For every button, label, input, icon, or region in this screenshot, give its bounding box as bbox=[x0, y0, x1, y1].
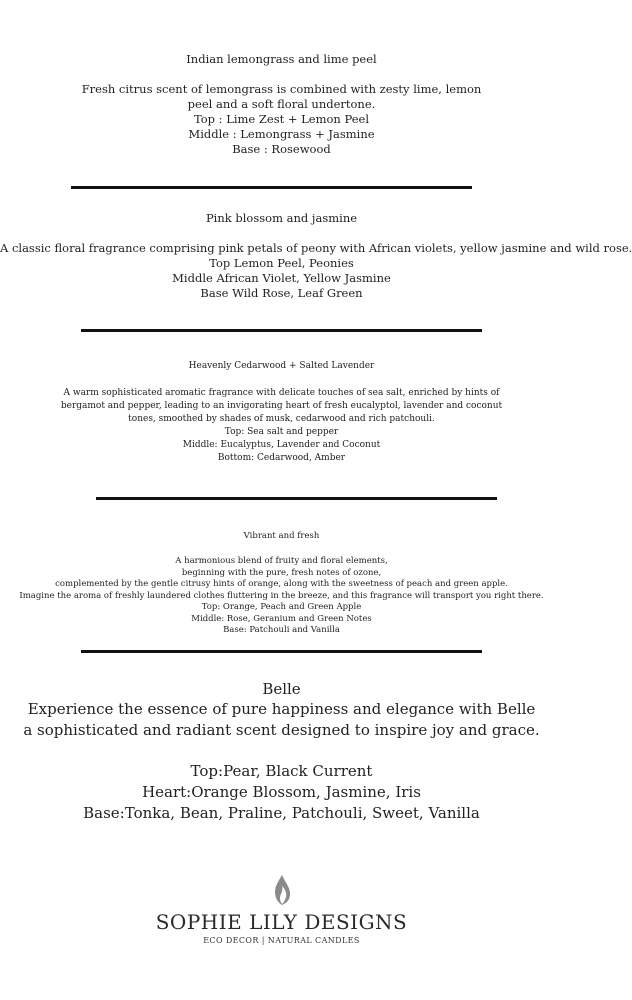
fragrance-belle bbox=[0, 679, 563, 824]
fragrance-pink-blossom-jasmine bbox=[0, 211, 632, 301]
fragrance-description: A classic floral fragrance comprising pink petals of peony with African violets, yellow jasmine and wild rose. bbox=[0, 241, 632, 255]
flame-icon bbox=[272, 874, 292, 906]
top-note: Top: Sea salt and pepper bbox=[224, 427, 339, 437]
brand-logo bbox=[0, 874, 563, 946]
notes-list bbox=[0, 761, 563, 824]
fragrance-title: Heavenly Cedarwood + Salted Lavender bbox=[188, 361, 375, 371]
description-line: a sophisticated and radiant scent designed to inspire joy and grace. bbox=[23, 721, 540, 739]
top-note: Top:Pear, Black Current bbox=[190, 762, 373, 780]
base-note: Base Wild Rose, Leaf Green bbox=[200, 286, 363, 300]
fragrance-lemongrass-lime bbox=[0, 52, 563, 157]
fragrance-cedarwood-lavender bbox=[0, 360, 563, 465]
base-note: Base:Tonka, Bean, Praline, Patchouli, Sweet, Vanilla bbox=[83, 804, 480, 822]
section-divider bbox=[71, 186, 472, 189]
description-line: beginning with the pure, fresh notes of ozone, bbox=[181, 567, 382, 578]
brand-name: SOPHIE LILY DESIGNS bbox=[155, 910, 408, 934]
description-line: Experience the essence of pure happiness and elegance with Belle bbox=[27, 700, 536, 718]
description-line: Imagine the aroma of freshly laundered clothes fluttering in the breeze, and this fragrance will transport you right there. bbox=[19, 590, 544, 601]
top-note: Top : Lime Zest + Lemon Peel bbox=[193, 112, 370, 126]
heart-note: Heart:Orange Blossom, Jasmine, Iris bbox=[142, 783, 421, 801]
fragrance-title: Pink blossom and jasmine bbox=[205, 211, 358, 225]
fragrance-title: Vibrant and fresh bbox=[243, 531, 320, 541]
top-note: Top Lemon Peel, Peonies bbox=[209, 256, 354, 270]
section-divider bbox=[81, 650, 482, 653]
middle-note: Middle African Violet, Yellow Jasmine bbox=[172, 271, 391, 285]
fragrance-vibrant-fresh bbox=[0, 531, 563, 637]
base-note: Bottom: Cedarwood, Amber bbox=[217, 453, 346, 463]
base-note: Base: Patchouli and Vanilla bbox=[223, 625, 340, 635]
base-note: Base : Rosewood bbox=[232, 142, 331, 156]
top-note: Top: Orange, Peach and Green Apple bbox=[201, 602, 362, 612]
fragrance-title: Indian lemongrass and lime peel bbox=[186, 52, 377, 66]
fragrance-description: Fresh citrus scent of lemongrass is combined with zesty lime, lemon peel and a soft floral undertone. bbox=[81, 82, 482, 111]
description-line: A harmonious blend of fruity and floral elements, bbox=[175, 556, 388, 566]
middle-note: Middle: Rose, Geranium and Green Notes bbox=[191, 613, 372, 624]
description-line: complemented by the gentle citrusy hints of orange, along with the sweetness of peach and green apple. bbox=[55, 579, 508, 589]
brand-tagline: ECO DECOR | NATURAL CANDLES bbox=[203, 936, 360, 945]
section-divider bbox=[96, 497, 497, 500]
fragrance-title: Belle bbox=[262, 680, 301, 698]
middle-note: Middle: Eucalyptus, Lavender and Coconut bbox=[182, 440, 381, 450]
middle-note: Middle : Lemongrass + Jasmine bbox=[188, 127, 375, 141]
section-divider bbox=[81, 329, 482, 332]
fragrance-description: A warm sophisticated aromatic fragrance with delicate touches of sea salt, enriched by hints of bergamot and pepper, leading to an invigorating heart of fresh eucalyptol, lavender and coconut tones, smoothed by shades of musk, cedarwood and rich patchouli. bbox=[60, 388, 503, 424]
